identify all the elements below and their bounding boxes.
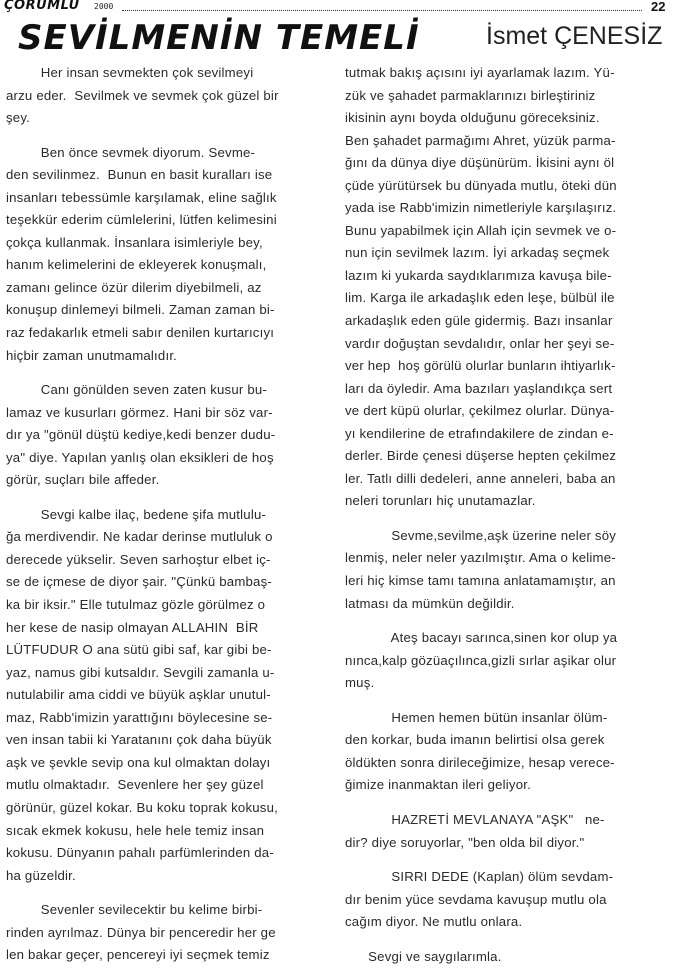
text-line: arkadaşlık eden güle gidermiş. Bazı insanlar bbox=[345, 313, 613, 329]
page-number: 22 bbox=[651, 0, 666, 14]
text-line: den sevilinmez. Bunun en basit kuralları ise bbox=[6, 167, 273, 183]
paragraph-gap bbox=[345, 797, 671, 809]
text-line: muş. bbox=[345, 675, 375, 691]
article-title: SEVİLMENİN TEMELİ bbox=[18, 18, 420, 58]
text-line: ha güzeldir. bbox=[6, 867, 76, 883]
text-line: se de içmese de diyor şair. "Çünkü bambaş- bbox=[6, 574, 272, 590]
magazine-name: ÇORUMLU bbox=[4, 0, 80, 13]
text-line: ğimize inanmaktan ileri geliyor. bbox=[345, 777, 531, 793]
text-line: Sevme,sevilme,aşk üzerine neler söy bbox=[345, 527, 617, 543]
text-line: Sevenler sevilecektir bu kelime birbi- bbox=[6, 902, 263, 918]
text-line: ka bir iksir." Elle tutulmaz gözle görülmez o bbox=[6, 597, 266, 613]
text-line: ikisinin aynı boyda olduğunu göreceksiniz. bbox=[345, 110, 600, 126]
left-column bbox=[6, 62, 326, 967]
text-line: çokça kullanmak. İnsanlara isimleriyle bey, bbox=[6, 234, 263, 250]
text-line: dir? diye soruyorlar, "ben olda bil diyor." bbox=[345, 834, 585, 850]
paragraph-gap bbox=[345, 854, 671, 866]
text-line: tutmak bakış açısını iyi ayarlamak lazım. Yü- bbox=[345, 65, 615, 80]
text-line: ver hep hoş görülü olurlar bunların ihtiyarlık- bbox=[345, 358, 616, 374]
text-line: yada ise Rabb'imizin nimetleriyle karşılaşırız. bbox=[345, 200, 617, 216]
right-column bbox=[345, 62, 671, 968]
text-line: zamanı gelince özür dilerim diyebilmeli, az bbox=[6, 279, 262, 295]
text-line: aşk ve şevkle sevip ona kul olmaktan dolayı bbox=[6, 754, 271, 770]
text-line: mutlu olmaktadır. Sevenlere her şey güzel bbox=[6, 777, 264, 793]
text-line: latması da mümkün değildir. bbox=[345, 595, 515, 611]
page-header bbox=[0, 0, 676, 20]
text-line: sıcak ekmek kokusu, hele hele temiz insan bbox=[6, 822, 265, 838]
paragraph bbox=[345, 525, 671, 615]
paragraph-gap bbox=[6, 492, 326, 504]
text-line: lim. Karga ile arkadaşlık eden leşe, bülbül ile bbox=[345, 290, 615, 306]
text-line: hiçbir zaman unutmamalıdır. bbox=[6, 347, 178, 363]
text-line: insanları tebessümle karşılamak, eline sağlık bbox=[6, 189, 277, 205]
text-line: LÜTFUDUR O ana sütü gibi saf, kar gibi be- bbox=[6, 642, 272, 658]
text-line: Sevgi kalbe ilaç, bedene şifa mutlulu- bbox=[6, 506, 267, 522]
text-line: ven insan tabii ki Yaratanını çok daha büyük bbox=[6, 732, 272, 748]
text-line: lazım ki yukarda saydıklarımıza kavuşa bile- bbox=[345, 267, 612, 283]
text-line: ğını da dünya diye düşünürüm. İkisini aynı öl bbox=[345, 155, 615, 171]
text-line: Ateş bacayı sarınca,sinen kor olup ya bbox=[345, 630, 618, 646]
text-line: konuşup dinlemeyi bilmeli. Zaman zaman bi- bbox=[6, 302, 275, 318]
text-line: lenmiş, neler neler yazılmıştır. Ama o kelime- bbox=[345, 550, 616, 566]
text-line: vardır doğuştan sevdalıdır, onlar her şeyi se- bbox=[345, 335, 615, 351]
paragraph-gap bbox=[6, 887, 326, 899]
text-line: den korkar, buda imanın belirtisi olsa gerek bbox=[345, 732, 605, 748]
paragraph-gap bbox=[345, 513, 671, 525]
paragraph bbox=[6, 62, 326, 130]
text-line: ğa merdivendir. Ne kadar derinse mutluluk o bbox=[6, 529, 273, 545]
paragraph-gap bbox=[345, 934, 671, 946]
text-line: nun için sevilmek lazım. İyi arkadaş seçmek bbox=[345, 245, 610, 261]
text-line: leri hiç kimse tamı tamına anlatamamıştır, an bbox=[345, 573, 616, 589]
text-line: ya" diye. Yapılan yanlış olan eksikleri de hoş bbox=[6, 449, 274, 465]
paragraph-gap bbox=[345, 615, 671, 627]
text-line: görünür, güzel kokar. Bu koku toprak kokusu, bbox=[6, 799, 278, 815]
text-line: kokusu. Dünyanın pahalı parfümlerinden da- bbox=[6, 845, 274, 861]
text-line: arzu eder. Sevilmek ve sevmek çok güzel bir bbox=[6, 87, 279, 103]
article-author: İsmet ÇENESİZ bbox=[486, 22, 663, 50]
text-line: derler. Birde çenesi düşerse hepten çekilmez bbox=[345, 448, 617, 464]
text-line: şey. bbox=[6, 110, 31, 126]
text-line: Bunu yapabilmek için Allah için sevmek ve o- bbox=[345, 222, 617, 238]
text-line: çüde yürütürsek bu dünyada mutlu, öteki dün bbox=[345, 177, 617, 193]
text-line: dır benim yüce sevdama kavuşup mutlu ola bbox=[345, 891, 607, 907]
text-line: zük ve şahadet parmaklarınızı birleştiriniz bbox=[345, 87, 596, 103]
paragraph bbox=[345, 866, 671, 934]
paragraph bbox=[6, 899, 326, 967]
text-line: Hemen hemen bütün insanlar ölüm- bbox=[345, 709, 608, 725]
text-line: yaz, namus gibi kutsaldır. Sevgili zamanla u- bbox=[6, 664, 275, 680]
paragraph bbox=[345, 627, 671, 695]
text-line: görür, suçları bile affeder. bbox=[6, 472, 160, 488]
paragraph bbox=[6, 379, 326, 492]
text-line: Ben önce sevmek diyorum. Sevme- bbox=[6, 144, 256, 160]
text-line: ve dert küpü olurlar, çekilmez olurlar. Dünya- bbox=[345, 403, 615, 419]
text-line: cağım diyor. Ne mutlu onlara. bbox=[345, 914, 523, 930]
text-line: teşekkür ederim cümlelerini, lütfen kelimesini bbox=[6, 212, 277, 228]
text-line: ları da öyledir. Ama bazıları yaşlandıkça sert bbox=[345, 380, 613, 396]
paragraph-gap bbox=[6, 367, 326, 379]
text-line: Her insan sevmekten çok sevilmeyi bbox=[6, 65, 254, 80]
text-line: SIRRI DEDE (Kaplan) ölüm sevdam- bbox=[345, 869, 614, 885]
paragraph bbox=[6, 504, 326, 887]
text-line: ler. Tatlı dilli dedeleri, anne anneleri, baba an bbox=[345, 470, 616, 486]
text-line: HAZRETİ MEVLANAYA "AŞK" ne- bbox=[345, 811, 605, 827]
text-line: öldükten sonra dirileceğimize, hesap verece- bbox=[345, 754, 615, 770]
text-line: nınca,kalp gözüaçılınca,gizli sırlar aşikar olur bbox=[345, 652, 617, 668]
paragraph-gap bbox=[345, 695, 671, 707]
paragraph bbox=[345, 809, 671, 854]
paragraph bbox=[345, 946, 671, 968]
text-line: Ben şahadet parmağımı Ahret, yüzük parma- bbox=[345, 132, 616, 148]
issue-year: 2000 bbox=[94, 2, 114, 11]
text-line: raz fedakarlık etmeli sabır denilen kurtarıcıyı bbox=[6, 325, 275, 341]
text-line: yı kendilerine de etrafındakilere de zindan e- bbox=[345, 425, 614, 441]
paragraph bbox=[345, 707, 671, 797]
text-line: her kese de nasip olmayan ALLAHIN BİR bbox=[6, 619, 259, 635]
text-line: Canı gönülden seven zaten kusur bu- bbox=[6, 382, 267, 398]
text-line: nutulabilir ama ciddi ve büyük aşklar unutul- bbox=[6, 687, 271, 703]
paragraph bbox=[345, 62, 671, 513]
text-line: len bakar geçer, pencereyi iyi seçmek temiz bbox=[6, 947, 270, 963]
text-line: neleri torunları hiç unutamazlar. bbox=[345, 493, 536, 509]
paragraph bbox=[6, 142, 326, 367]
text-line: maz, Rabb'imizin yarattığını böylecesine se- bbox=[6, 709, 273, 725]
text-line: dır ya "gönül düştü kediye,kedi benzer dudu- bbox=[6, 427, 276, 443]
text-line: Sevgi ve saygılarımla. bbox=[345, 948, 502, 964]
text-line: lamaz ve kusurları görmez. Hani bir söz var- bbox=[6, 404, 273, 420]
paragraph-gap bbox=[6, 130, 326, 142]
header-rule bbox=[122, 10, 642, 11]
text-line: derecede yükselir. Seven sarhoştur elbet iç- bbox=[6, 551, 271, 567]
text-line: hanım kelimelerini de ekleyerek konuşmalı, bbox=[6, 257, 267, 273]
text-line: rinden ayrılmaz. Dünya bir penceredir her ge bbox=[6, 924, 276, 940]
